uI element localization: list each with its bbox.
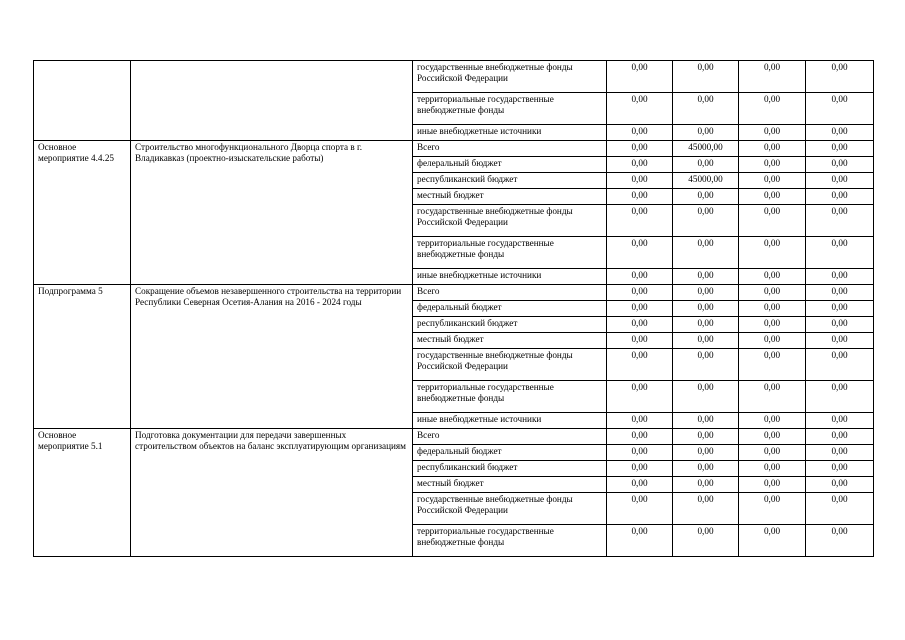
source-label: фелеральный бюджет: [413, 157, 607, 173]
value-cell: 0,00: [739, 237, 806, 269]
table-row: [34, 285, 874, 301]
value-cell: 0,00: [607, 93, 673, 125]
table-row: [34, 429, 874, 445]
source-label: государственные внебюджетные фонды Российской Федерации: [413, 61, 607, 93]
source-label: Всего: [413, 141, 607, 157]
value-cell: 0,00: [739, 445, 806, 461]
value-cell: 0,00: [739, 205, 806, 237]
value-cell: 0,00: [607, 461, 673, 477]
value-cell: 0,00: [739, 173, 806, 189]
value-cell: 0,00: [806, 205, 874, 237]
value-cell: 0,00: [673, 445, 739, 461]
source-label: республиканский бюджет: [413, 173, 607, 189]
row-label-cell: Основное мероприятие 4.4.25: [34, 141, 131, 285]
table-row: [34, 61, 874, 93]
value-cell: 0,00: [806, 301, 874, 317]
value-cell: 0,00: [806, 269, 874, 285]
source-label: местный бюджет: [413, 333, 607, 349]
value-cell: 0,00: [806, 461, 874, 477]
row-description-cell: Подготовка документации для передачи завершенных строительством объектов на баланс эксплуатирующим организациям: [131, 429, 413, 557]
value-cell: 0,00: [607, 61, 673, 93]
source-label: Всего: [413, 285, 607, 301]
value-cell: 0,00: [673, 317, 739, 333]
value-cell: 0,00: [739, 157, 806, 173]
value-cell: 0,00: [607, 525, 673, 557]
value-cell: 0,00: [806, 93, 874, 125]
value-cell: 0,00: [673, 429, 739, 445]
row-description-cell: [131, 61, 413, 141]
source-label: Всего: [413, 429, 607, 445]
value-cell: 0,00: [806, 477, 874, 493]
value-cell: 0,00: [739, 141, 806, 157]
value-cell: 0,00: [607, 413, 673, 429]
value-cell: 0,00: [806, 189, 874, 205]
value-cell: 0,00: [673, 381, 739, 413]
value-cell: 0,00: [607, 333, 673, 349]
value-cell: 0,00: [739, 93, 806, 125]
value-cell: 0,00: [607, 125, 673, 141]
value-cell: 0,00: [673, 493, 739, 525]
value-cell: 0,00: [739, 269, 806, 285]
value-cell: 0,00: [607, 157, 673, 173]
value-cell: 0,00: [739, 61, 806, 93]
source-label: республиканский бюджет: [413, 317, 607, 333]
value-cell: 0,00: [806, 173, 874, 189]
value-cell: 0,00: [806, 237, 874, 269]
source-label: иные внебюджетные источники: [413, 125, 607, 141]
source-label: государственные внебюджетные фонды Российской Федерации: [413, 349, 607, 381]
row-label-cell: Подпрограмма 5: [34, 285, 131, 429]
value-cell: 0,00: [806, 445, 874, 461]
value-cell: 0,00: [607, 349, 673, 381]
row-description-cell: Сокращение объемов незавершенного строительства на территории Республики Северная Осетия-Алания на 2016 - 2024 годы: [131, 285, 413, 429]
value-cell: 0,00: [806, 349, 874, 381]
value-cell: 0,00: [673, 189, 739, 205]
value-cell: 0,00: [673, 301, 739, 317]
value-cell: 0,00: [739, 493, 806, 525]
value-cell: 0,00: [607, 477, 673, 493]
value-cell: 0,00: [806, 493, 874, 525]
value-cell: 0,00: [673, 349, 739, 381]
value-cell: 0,00: [739, 317, 806, 333]
value-cell: 0,00: [673, 269, 739, 285]
source-label: местный бюджет: [413, 477, 607, 493]
source-label: территориальные государственные внебюджетные фонды: [413, 93, 607, 125]
budget-table: [33, 60, 874, 557]
value-cell: 0,00: [739, 125, 806, 141]
value-cell: 0,00: [607, 317, 673, 333]
value-cell: 0,00: [673, 285, 739, 301]
value-cell: 0,00: [673, 525, 739, 557]
source-label: государственные внебюджетные фонды Российской Федерации: [413, 493, 607, 525]
value-cell: 0,00: [673, 93, 739, 125]
value-cell: 0,00: [607, 189, 673, 205]
value-cell: 0,00: [673, 237, 739, 269]
source-label: территориальные государственные внебюджетные фонды: [413, 525, 607, 557]
row-description-cell: Строительство многофункционального Дворца спорта в г. Владикавказ (проектно-изыскательские работы): [131, 141, 413, 285]
value-cell: 0,00: [673, 157, 739, 173]
value-cell: 0,00: [607, 301, 673, 317]
source-label: республиканский бюджет: [413, 461, 607, 477]
source-label: государственные внебюджетные фонды Российской Федерации: [413, 205, 607, 237]
value-cell: 0,00: [673, 477, 739, 493]
source-label: федеральный бюджет: [413, 445, 607, 461]
value-cell: 0,00: [739, 333, 806, 349]
value-cell: 0,00: [739, 381, 806, 413]
value-cell: 0,00: [806, 525, 874, 557]
value-cell: 0,00: [673, 205, 739, 237]
value-cell: 45000,00: [673, 141, 739, 157]
value-cell: 0,00: [806, 381, 874, 413]
source-label: местный бюджет: [413, 189, 607, 205]
value-cell: 0,00: [673, 61, 739, 93]
value-cell: 0,00: [673, 125, 739, 141]
value-cell: 0,00: [806, 125, 874, 141]
value-cell: 0,00: [607, 285, 673, 301]
value-cell: 0,00: [806, 317, 874, 333]
value-cell: 0,00: [673, 333, 739, 349]
value-cell: 0,00: [739, 461, 806, 477]
value-cell: 0,00: [806, 413, 874, 429]
value-cell: 0,00: [739, 525, 806, 557]
source-label: территориальные государственные внебюджетные фонды: [413, 237, 607, 269]
value-cell: 0,00: [739, 429, 806, 445]
row-label-cell: Основное мероприятие 5.1: [34, 429, 131, 557]
source-label: иные внебюджетные источники: [413, 413, 607, 429]
value-cell: 0,00: [806, 285, 874, 301]
value-cell: 0,00: [739, 301, 806, 317]
value-cell: 0,00: [806, 61, 874, 93]
source-label: иные внебюджетные источники: [413, 269, 607, 285]
value-cell: 0,00: [739, 477, 806, 493]
value-cell: 0,00: [739, 349, 806, 381]
value-cell: 0,00: [607, 141, 673, 157]
value-cell: 0,00: [806, 429, 874, 445]
value-cell: 0,00: [607, 429, 673, 445]
value-cell: 0,00: [806, 157, 874, 173]
source-label: территориальные государственные внебюджетные фонды: [413, 381, 607, 413]
value-cell: 0,00: [673, 461, 739, 477]
row-label-cell: [34, 61, 131, 141]
value-cell: 0,00: [607, 269, 673, 285]
table-row: [34, 141, 874, 157]
value-cell: 0,00: [607, 205, 673, 237]
source-label: федеральный бюджет: [413, 301, 607, 317]
value-cell: 0,00: [607, 493, 673, 525]
value-cell: 0,00: [806, 141, 874, 157]
value-cell: 0,00: [673, 413, 739, 429]
value-cell: 0,00: [607, 237, 673, 269]
value-cell: 0,00: [607, 173, 673, 189]
value-cell: 0,00: [739, 189, 806, 205]
value-cell: 45000,00: [673, 173, 739, 189]
value-cell: 0,00: [739, 285, 806, 301]
value-cell: 0,00: [607, 445, 673, 461]
value-cell: 0,00: [739, 413, 806, 429]
value-cell: 0,00: [806, 333, 874, 349]
value-cell: 0,00: [607, 381, 673, 413]
